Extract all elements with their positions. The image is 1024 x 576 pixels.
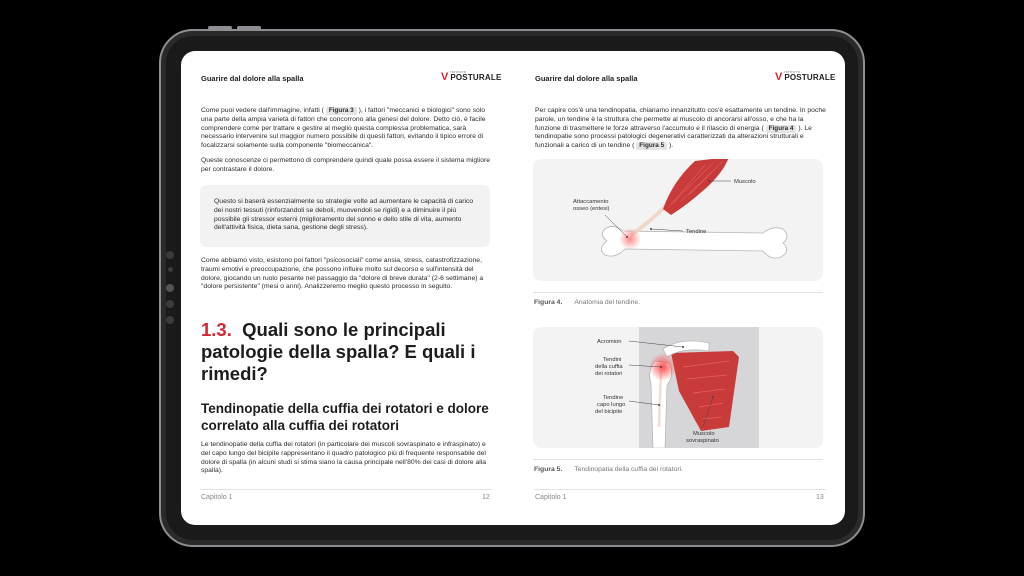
caption-divider <box>533 459 823 460</box>
figure-5-caption: Figura 5. Tendinopatia della cuffia dei rotatori. <box>534 466 684 473</box>
volume-button <box>237 26 261 30</box>
brand-logo: V ISTITUTO POSTURALE <box>441 70 502 83</box>
page-number: 12 <box>482 494 490 501</box>
label-biceps-3: del bicipite <box>595 409 623 415</box>
paragraph: Le tendinopatie della cuffia dei rotatori (in particolare dei muscoli sovraspinato e infraspinato) e del capo lungo del bicipite rappresentano il quadro patologico più di frequente responsabile del dolore di spalla (in alcuni studi si stima siano la causa principale nell'80% dei casi di dolore alla spalla). <box>201 441 487 475</box>
figure-ref[interactable]: Figura 3 <box>326 107 357 115</box>
paragraph: Queste conoscenze ci permettono di comprendere quindi quale possa essere il sistema migliore per contrastare il dolore. <box>201 157 491 173</box>
ebook-screen <box>181 51 845 525</box>
label-supraspinatus-2: sovraspinato <box>686 438 719 444</box>
logo-v-icon: V <box>775 71 783 83</box>
right-page <box>515 51 845 525</box>
figure-5-image <box>533 327 823 448</box>
figure-ref[interactable]: Figura 4 <box>766 125 797 133</box>
sensor-dot <box>166 300 174 308</box>
header-title: Guarire dal dolore alla spalla <box>201 74 304 83</box>
sensor-dot <box>166 316 174 324</box>
section-number: 1.3. <box>201 319 232 340</box>
brand-logo: V ISTITUTO POSTURALE <box>775 70 836 83</box>
paragraph: Come abbiamo visto, esistono poi fattori "psicosociali" come ansia, stress, catastrofizzazione, traumi emotivi e preoccupazione, che possono influire molto sul decorso e sull'intensità del dolore, giocando un ruolo pesante nel passaggio da "dolore di breve durata" (2-6 settimane) a "dolore persistente" (mesi o anni). Analizzeremo meglio questo processo in seguito. <box>201 257 484 291</box>
logo-v-icon: V <box>441 71 449 83</box>
label-cuff-3: dei rotatori <box>595 371 623 377</box>
rotator-cuff-illustration <box>533 327 823 448</box>
label-attachment-1: Attaccamento <box>573 199 609 205</box>
tendon-shape <box>631 203 669 235</box>
section-heading <box>201 319 491 385</box>
label-attachment-2: osseo (entesi) <box>573 206 610 212</box>
sensor-dot <box>168 267 173 272</box>
figure-4-image <box>533 159 823 281</box>
figure-ref[interactable]: Figura 5 <box>636 142 667 150</box>
label-supraspinatus-1: Muscolo <box>693 431 715 437</box>
label-cuff-2: della cuffia <box>595 364 623 370</box>
figure-4-caption: Figura 4. Anatomia del tendine. <box>534 299 641 306</box>
left-page <box>181 51 513 525</box>
label-acromion: Acromion <box>597 339 622 345</box>
label-biceps-2: capo lungo <box>597 402 626 408</box>
subsection-heading: Tendinopatie della cuffia dei rotatori e dolore correlato alla cuffia dei rotatori <box>201 401 489 433</box>
page-number: 13 <box>816 494 824 501</box>
enthesis-highlight <box>619 228 641 250</box>
intro-paragraph: Per capire cos'è una tendinopatia, chiariamo innanzitutto cos'è esattamente un tendine. In poche parole, un tendine è la struttura che permette al muscolo di ancorarsi all'osso, e che ha la funzione di trasmettere le forze attraverso l'accumulo e il rilascio di energia ( Figura 4 ). Le tendinopatie sono processi patologici degenerativi caratterizzati da alterazioni strutturali e funzionali a carico di un tendine ( Figura 5 ). <box>535 107 826 150</box>
footer-divider <box>534 489 826 490</box>
callout-box <box>200 185 490 247</box>
label-tendon: Tendine <box>686 229 707 235</box>
header-title: Guarire dal dolore alla spalla <box>535 74 638 83</box>
sensor-dot <box>166 251 174 259</box>
footer-chapter: Capitolo 1 <box>201 494 233 501</box>
tendon-anatomy-illustration <box>533 159 823 281</box>
camera-icon <box>166 284 174 292</box>
section-title: Quali sono le principali patologie della spalla? E quali i rimedi? <box>201 319 476 384</box>
label-cuff-1: Tendini <box>603 357 622 363</box>
caption-divider <box>533 292 823 293</box>
intro-paragraph: Come puoi vedere dall'immagine, infatti ( Figura 3 ), i fattori "meccanici e biologici" sono solo una parte della ampia varietà di fattori che concorrono alla genesi del dolore. Detto ciò, è facile comprendere come per trattare e gestire al meglio questa complessa problematica, sarà necessario intervenire sul maggior numero possibile di questi fattori, evitando il tipico errore di focalizzarsi solamente sulla componente "biomeccanica". <box>201 107 486 150</box>
label-biceps-1: Tendine <box>603 395 624 401</box>
callout-text: Questo si baserà essenzialmente su strategie volte ad aumentare le capacità di carico dei nostri tessuti (rinforzandoli se deboli, muovendoli se rigidi) e a diminuire il più possibile gli stressor esterni (miglioramento del sonno e dello stile di vita, aumento dell'attività fisica, dieta sana, gestione degli stress). <box>214 198 474 232</box>
inflammation-highlight <box>649 353 677 381</box>
footer-divider <box>200 489 492 490</box>
footer-chapter: Capitolo 1 <box>535 494 567 501</box>
volume-button <box>208 26 232 30</box>
label-muscle: Muscolo <box>734 179 756 185</box>
